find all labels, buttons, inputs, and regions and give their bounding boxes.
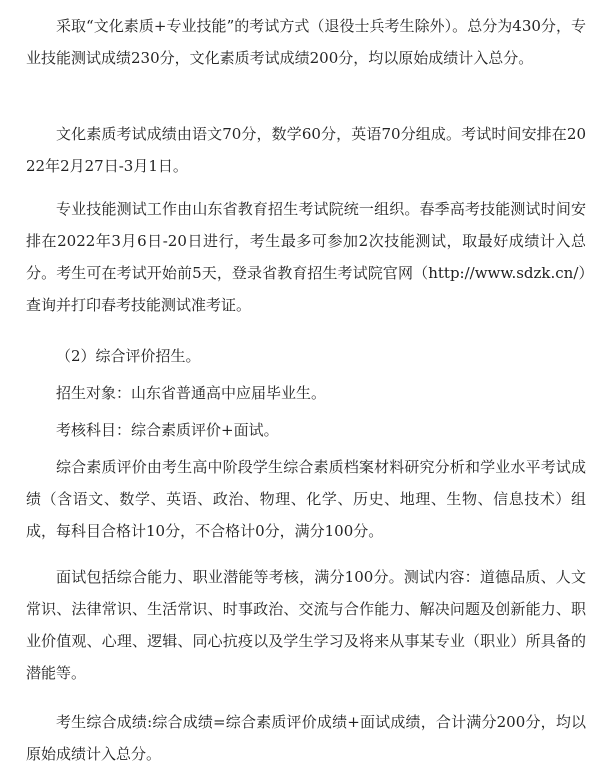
paragraph-cultural-exam: 文化素质考试成绩由语文70分，数学60分，英语70分组成。考试时间安排在2022年2月27日-3月1日。	[26, 125, 586, 175]
paragraph-skill-test: 专业技能测试工作由山东省教育招生考试院统一组织。春季高考技能测试时间安排在2022年3月6日-20日进行，考生最多可参加2次技能测试，取最好成绩计入总分。考生可在考试开始前5天，登录省教育招生考试院官网（http://www.sdzk.cn/）查询并打印春考技能测试准考证。	[26, 200, 586, 314]
paragraph-total-score: 考生综合成绩:综合成绩=综合素质评价成绩+面试成绩，合计满分200分，均以原始成绩计入总分。	[26, 713, 586, 763]
paragraph-assessment-subjects: 考核科目：综合素质评价+面试。	[56, 421, 279, 439]
paragraph-interview: 面试包括综合能力、职业潜能等考核，满分100分。测试内容：道德品质、人文常识、法律常识、生活常识、时事政治、交流与合作能力、解决问题及创新能力、职业价值观、心理、逻辑、同心抗疫以及学生学习及将来从事某专业（职业）所具备的潜能等。	[26, 568, 586, 682]
paragraph-enrollment-target: 招生对象：山东省普通高中应届毕业生。	[56, 384, 327, 402]
section-heading-comprehensive: （2）综合评价招生。	[56, 347, 201, 365]
paragraph-exam-format: 采取“文化素质+专业技能”的考试方式（退役士兵考生除外）。总分为430分，专业技能测试成绩230分，文化素质考试成绩200分，均以原始成绩计入总分。	[26, 17, 586, 67]
paragraph-quality-evaluation: 综合素质评价由考生高中阶段学生综合素质档案材料研究分析和学业水平考试成绩（含语文、数学、英语、政治、物理、化学、历史、地理、生物、信息技术）组成，每科目合格计10分，不合格计0分，满分100分。	[26, 458, 586, 540]
